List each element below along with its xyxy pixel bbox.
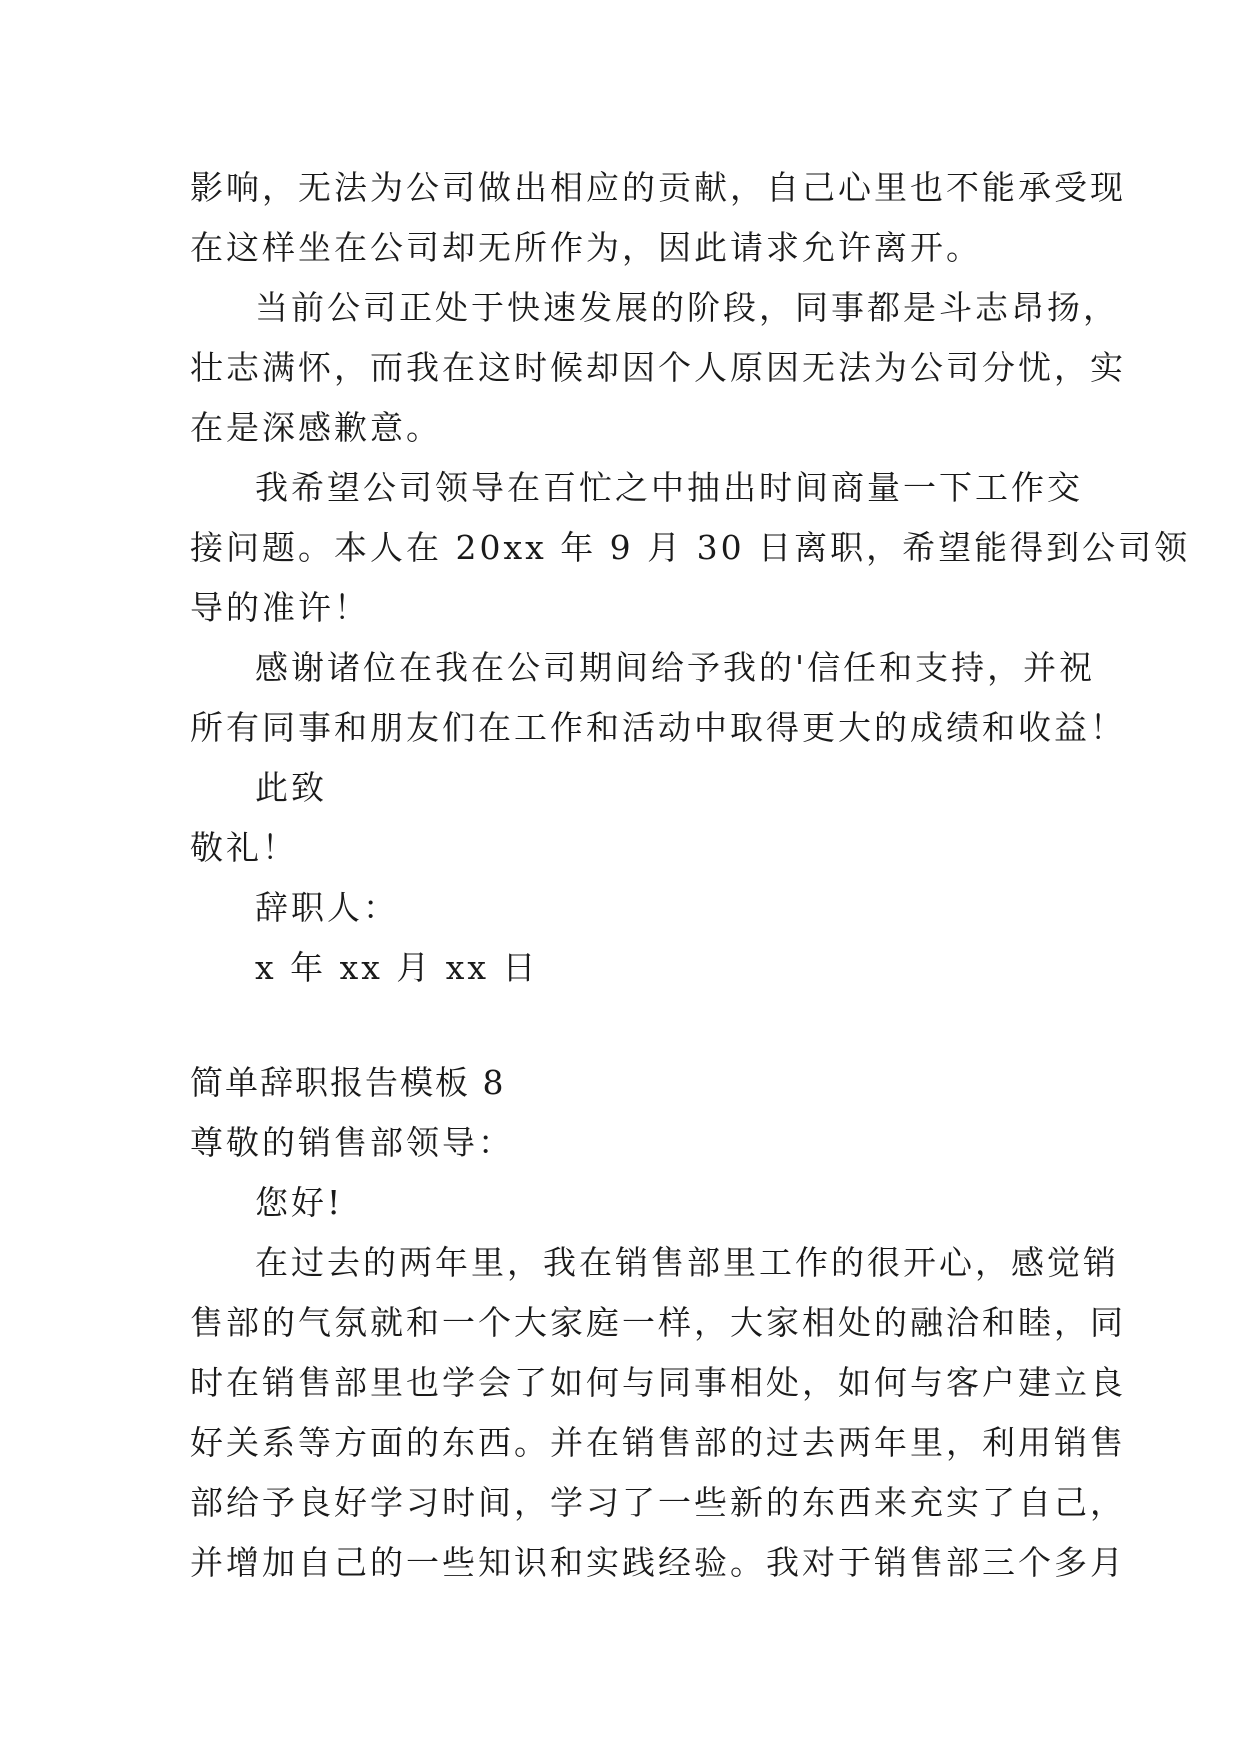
paragraph-line: 部给予良好学习时间，学习了一些新的东西来充实了自己， xyxy=(190,1483,1126,1522)
paragraph-line: 影响，无法为公司做出相应的贡献，自己心里也不能承受现 xyxy=(190,168,1126,207)
paragraph-line: 售部的气氛就和一个大家庭一样，大家相处的融洽和睦，同 xyxy=(190,1303,1126,1342)
paragraph-line: 接问题。本人在 20xx 年 9 月 30 日离职，希望能得到公司领 xyxy=(190,528,1191,567)
paragraph-line: 感谢诸位在我在公司期间给予我的'信任和支持，并祝 xyxy=(255,648,1096,687)
closing-salutation: 此致 xyxy=(255,768,327,807)
paragraph-line: 所有同事和朋友们在工作和活动中取得更大的成绩和收益！ xyxy=(190,708,1126,747)
section-title: 简单辞职报告模板 8 xyxy=(190,1063,506,1102)
paragraph-line: 我希望公司领导在百忙之中抽出时间商量一下工作交 xyxy=(255,468,1083,507)
signature-label: 辞职人： xyxy=(255,888,399,927)
paragraph-line: 当前公司正处于快速发展的阶段，同事都是斗志昂扬， xyxy=(255,288,1119,327)
paragraph-line: 导的准许！ xyxy=(190,588,370,627)
date-line: x 年 xx 月 xx 日 xyxy=(255,948,539,987)
paragraph-line: 壮志满怀，而我在这时候却因个人原因无法为公司分忧，实 xyxy=(190,348,1126,387)
greeting: 您好! xyxy=(255,1183,344,1222)
paragraph-line: 时在销售部里也学会了如何与同事相处，如何与客户建立良 xyxy=(190,1363,1126,1402)
paragraph-line: 在是深感歉意。 xyxy=(190,408,442,447)
greeting-recipient: 尊敬的销售部领导： xyxy=(190,1123,514,1162)
paragraph-line: 在这样坐在公司却无所作为，因此请求允许离开。 xyxy=(190,228,982,267)
paragraph-line: 并增加自己的一些知识和实践经验。我对于销售部三个多月 xyxy=(190,1543,1126,1582)
paragraph-line: 在过去的两年里，我在销售部里工作的很开心，感觉销 xyxy=(255,1243,1119,1282)
paragraph-line: 好关系等方面的东西。并在销售部的过去两年里，利用销售 xyxy=(190,1423,1126,1462)
closing-regards: 敬礼！ xyxy=(190,828,298,867)
